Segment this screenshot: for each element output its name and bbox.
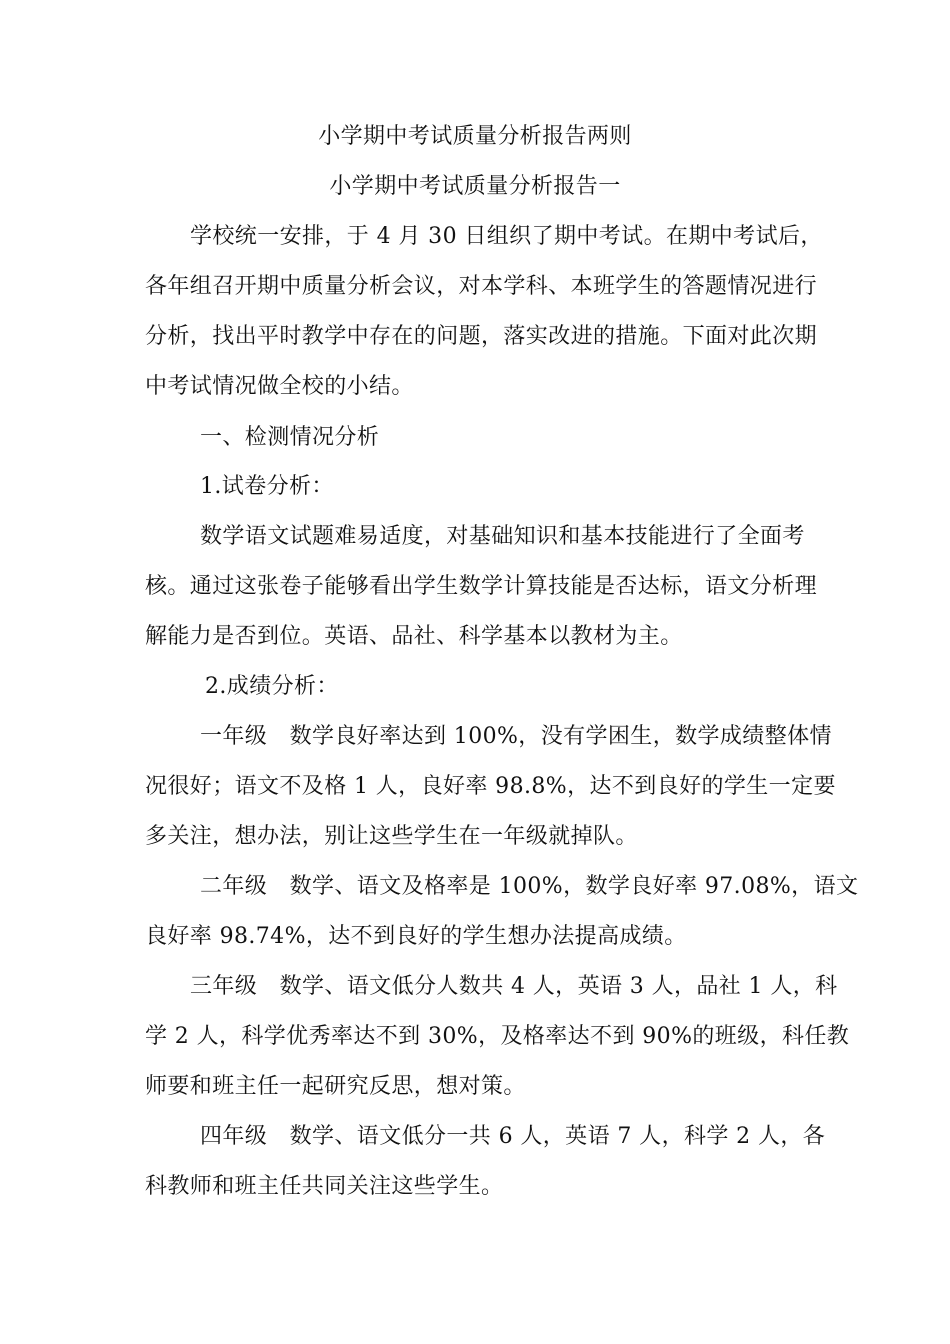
subsection-heading: 1.试卷分析： bbox=[200, 474, 334, 499]
paragraph-line: 解能力是否到位。英语、品社、科学基本以教材为主。 bbox=[145, 624, 683, 649]
paragraph-line: 学 2 人，科学优秀率达不到 30%，及格率达不到 90%的班级，科任教 bbox=[145, 1024, 850, 1049]
paragraph-line: 学校统一安排，于 4 月 30 日组织了期中考试。在期中考试后， bbox=[190, 224, 823, 249]
paragraph-line: 四年级 数学、语文低分一共 6 人，英语 7 人，科学 2 人，各 bbox=[200, 1124, 826, 1149]
paragraph-line: 良好率 98.74%，达不到良好的学生想办法提高成绩。 bbox=[145, 924, 687, 949]
paragraph-line: 三年级 数学、语文低分人数共 4 人，英语 3 人，品社 1 人，科 bbox=[190, 974, 838, 999]
paragraph-line: 数学语文试题难易适度，对基础知识和基本技能进行了全面考 bbox=[200, 524, 805, 549]
paragraph-line: 况很好；语文不及格 1 人，良好率 98.8%，达不到良好的学生一定要 bbox=[145, 774, 836, 799]
paragraph-line: 各年组召开期中质量分析会议，对本学科、本班学生的答题情况进行 bbox=[145, 274, 818, 299]
paragraph-line: 师要和班主任一起研究反思，想对策。 bbox=[145, 1074, 526, 1099]
paragraph-line: 二年级 数学、语文及格率是 100%，数学良好率 97.08%，语文 bbox=[200, 874, 859, 899]
paragraph-line: 多关注，想办法，别让这些学生在一年级就掉队。 bbox=[145, 824, 638, 849]
subsection-heading: 2.成绩分析： bbox=[205, 674, 339, 699]
paragraph-line: 分析，找出平时教学中存在的问题，落实改进的措施。下面对此次期 bbox=[145, 324, 818, 349]
document-subtitle: 小学期中考试质量分析报告一 bbox=[329, 174, 621, 199]
paragraph-line: 科教师和班主任共同关注这些学生。 bbox=[145, 1174, 504, 1199]
document-title: 小学期中考试质量分析报告两则 bbox=[318, 124, 632, 149]
paragraph-line: 一年级 数学良好率达到 100%，没有学困生，数学成绩整体情 bbox=[200, 724, 832, 749]
paragraph-line: 核。通过这张卷子能够看出学生数学计算技能是否达标，语文分析理 bbox=[145, 574, 818, 599]
section-heading: 一、检测情况分析 bbox=[200, 425, 380, 450]
paragraph-line: 中考试情况做全校的小结。 bbox=[145, 374, 414, 399]
